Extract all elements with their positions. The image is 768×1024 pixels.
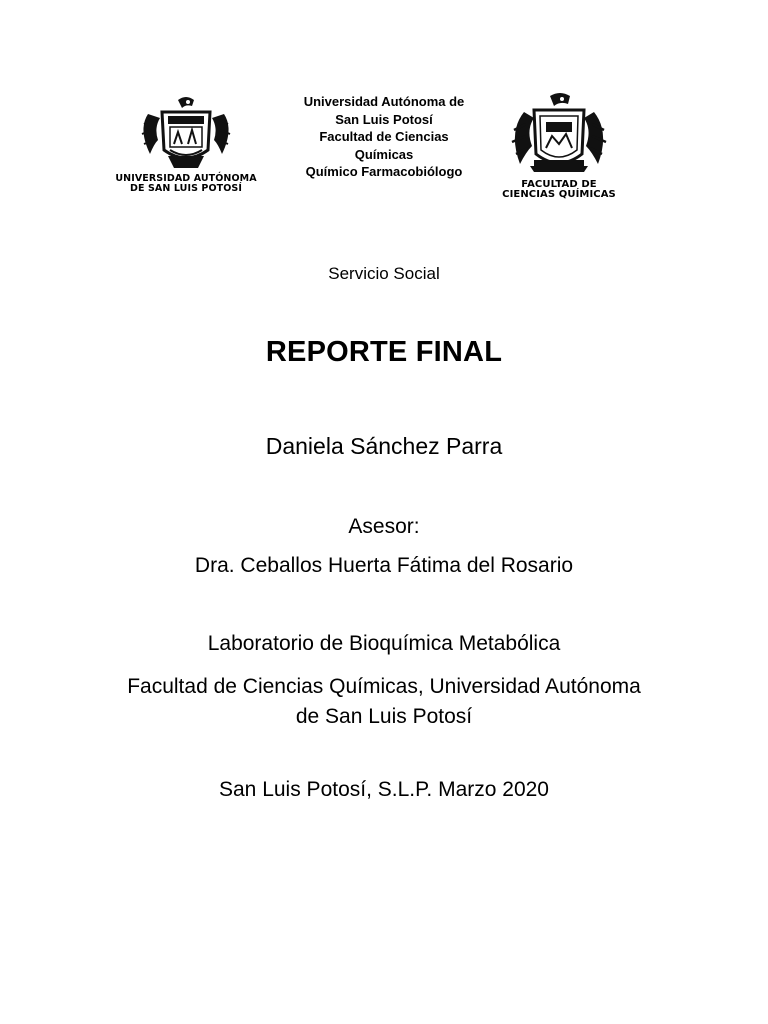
laboratory-name: Laboratorio de Bioquímica Metabólica — [207, 632, 561, 655]
uaslp-logo-caption — [108, 174, 264, 194]
institution-line-5: Químico Farmacobiólogo — [305, 164, 463, 179]
institution-line-3: Facultad de Ciencias — [319, 129, 449, 144]
place-date: San Luis Potosí, S.L.P. Marzo 2020 — [219, 778, 549, 801]
fcq-logo — [490, 92, 628, 206]
fcq-logo-caption — [490, 180, 628, 200]
institution-line-1: Universidad Autónoma de — [303, 94, 465, 109]
program-label: Servicio Social — [328, 264, 440, 283]
uaslp-caption-line-1: UNIVERSIDAD AUTÓNOMA — [115, 173, 257, 184]
uaslp-eagle-seal-icon — [108, 94, 264, 174]
faculty-affiliation — [0, 672, 768, 732]
fcq-caption-line-1: FACULTAD DE — [521, 179, 597, 190]
institution-line-2: San Luis Potosí — [335, 111, 433, 127]
institution-line-4: Químicas — [354, 146, 414, 162]
fcq-eagle-shield-icon — [490, 92, 628, 178]
fcq-caption-line-2: CIENCIAS QUÍMICAS — [502, 189, 616, 200]
report-title: REPORTE FINAL — [265, 336, 503, 368]
author-name: Daniela Sánchez Parra — [265, 433, 503, 459]
faculty-line-1: Facultad de Ciencias Químicas, Universidad Autónoma — [127, 675, 641, 698]
faculty-line-2: de San Luis Potosí — [295, 705, 473, 728]
uaslp-logo — [108, 94, 264, 200]
uaslp-caption-line-2: DE SAN LUIS POTOSÍ — [129, 183, 243, 194]
advisor-name: Dra. Ceballos Huerta Fátima del Rosario — [194, 554, 574, 577]
institution-heading — [264, 93, 504, 181]
advisor-label: Asesor: — [348, 515, 420, 538]
